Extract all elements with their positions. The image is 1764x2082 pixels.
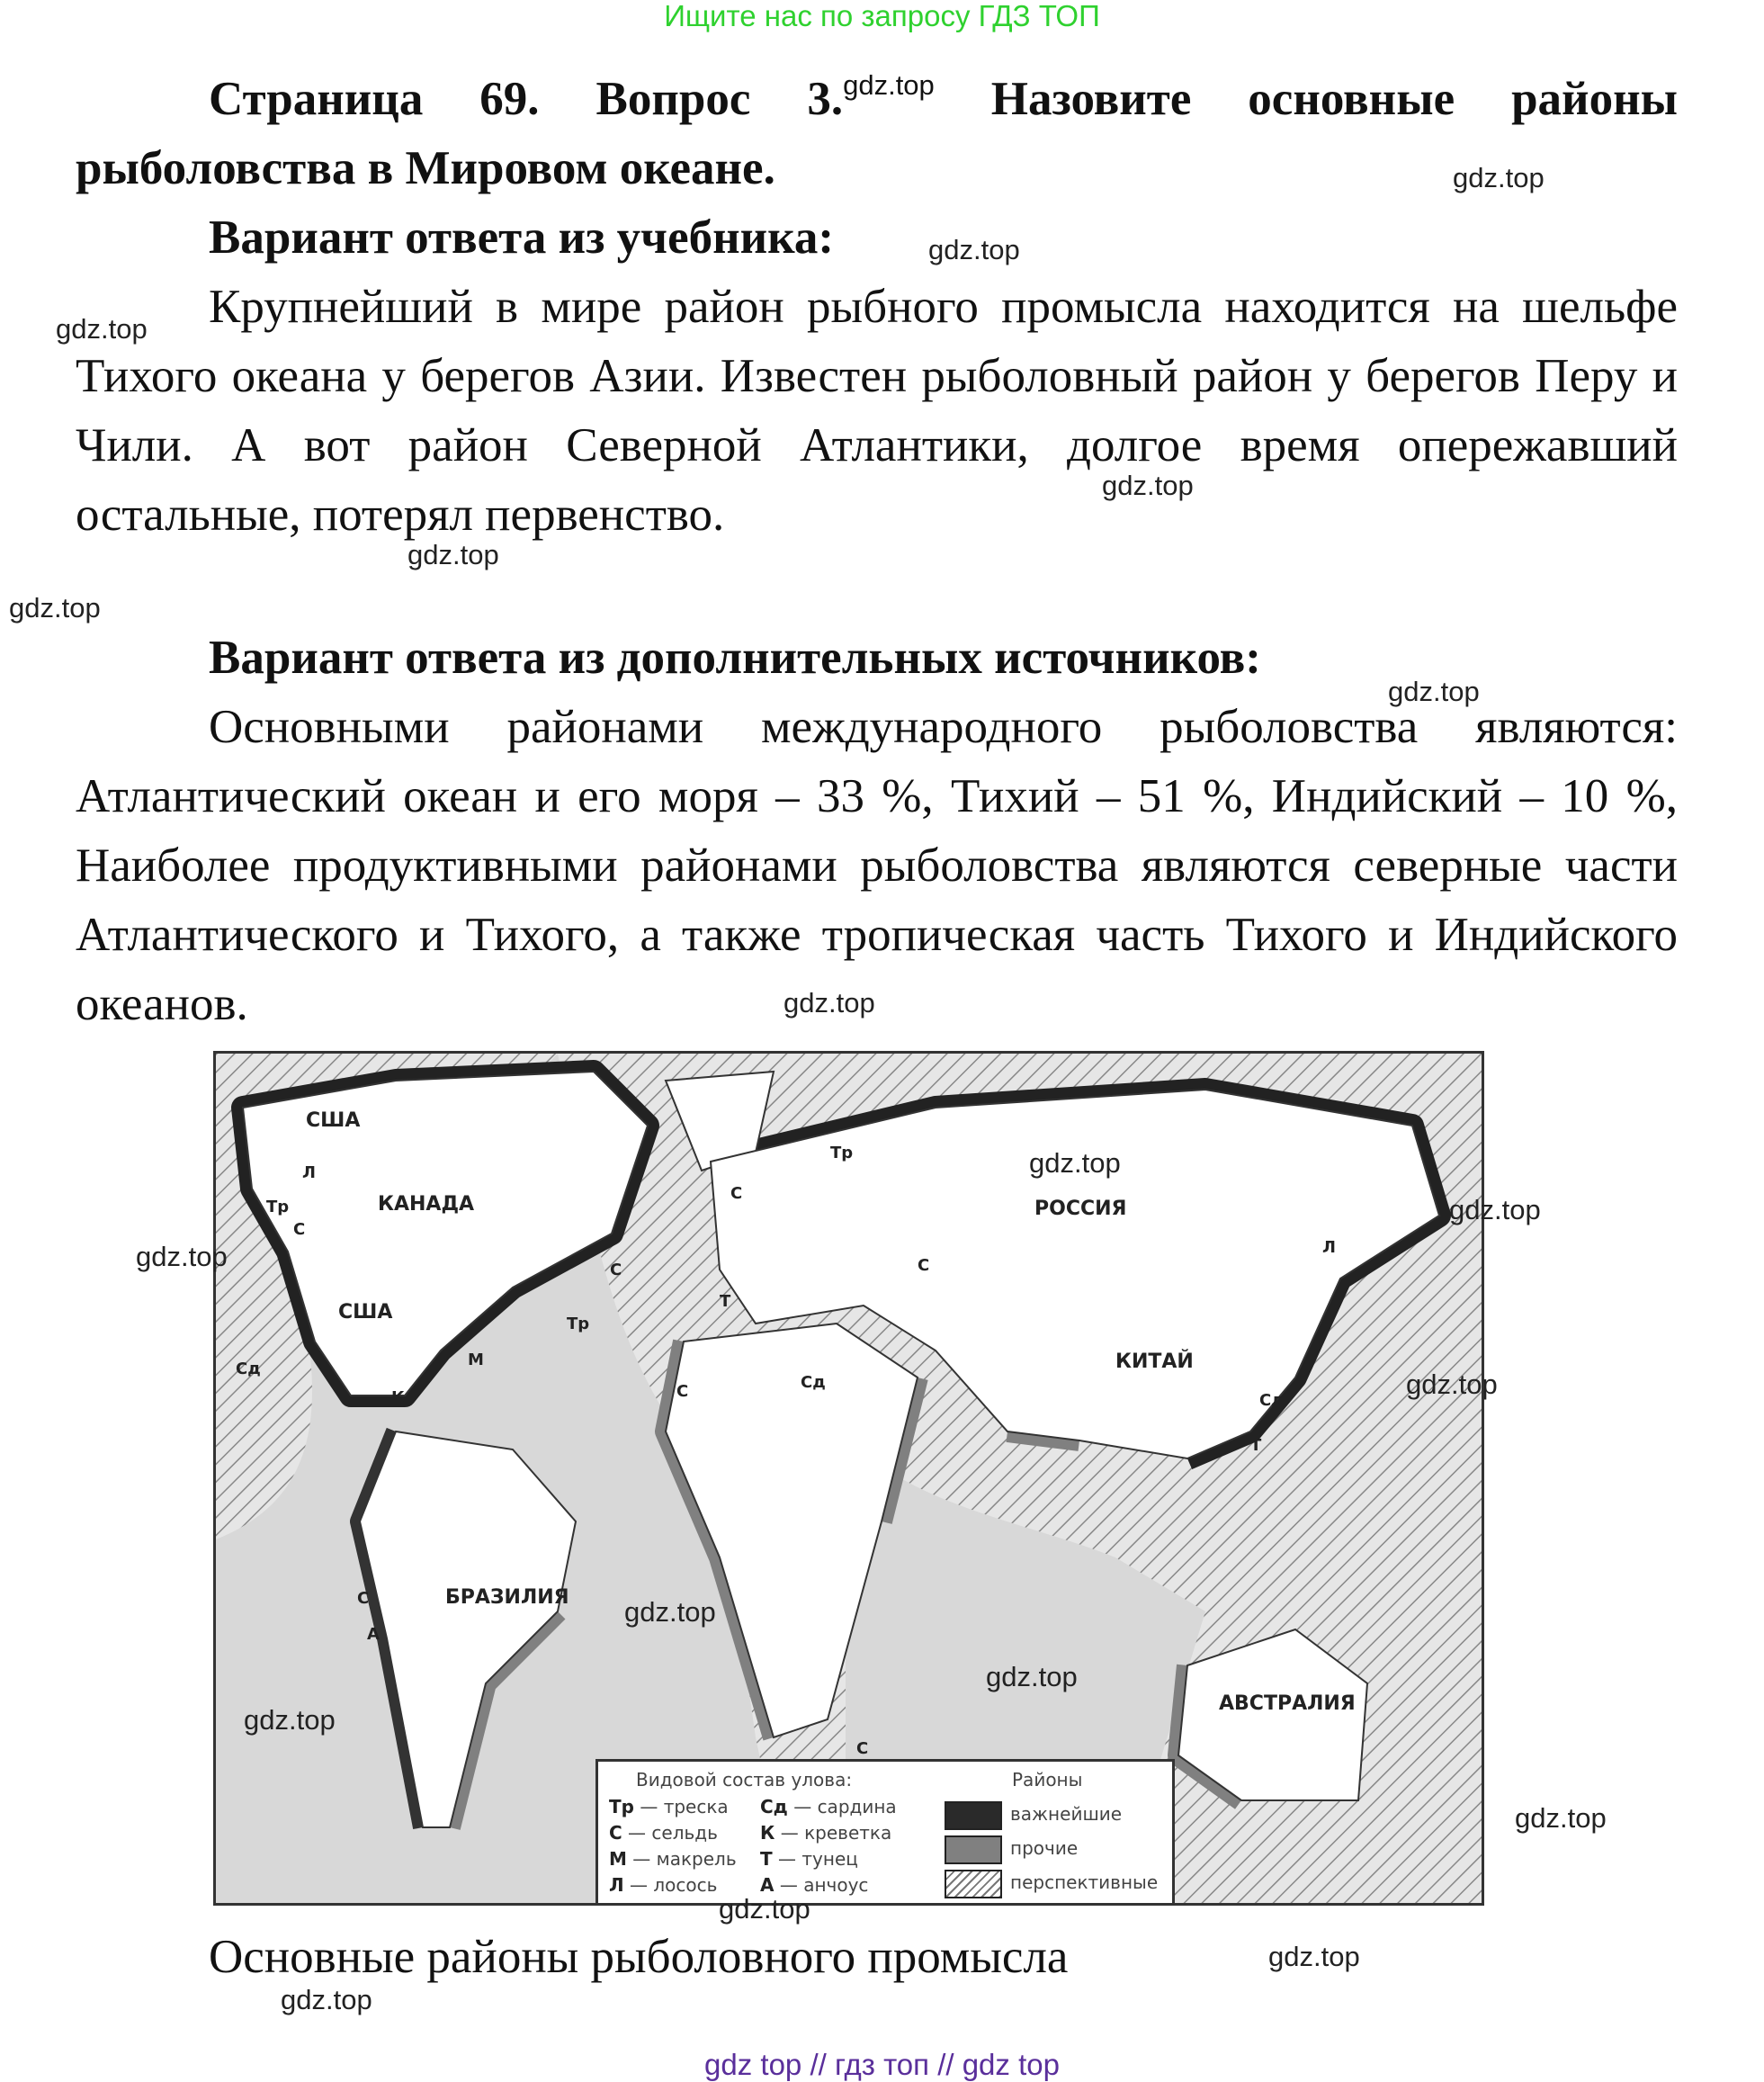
legend-regions-title: Районы (1012, 1769, 1083, 1790)
species-mark: С (357, 1589, 370, 1608)
species-mark: Т (1250, 1436, 1262, 1455)
legend-species-title: Видовой состав улова: (636, 1769, 853, 1790)
species-mark: Тр (266, 1198, 290, 1216)
legend-species: К — креветка (760, 1822, 892, 1844)
country-label: КИТАЙ (1115, 1351, 1194, 1373)
species-mark: Тр (567, 1315, 590, 1333)
fishing-map (213, 1051, 1484, 1906)
legend-swatch-other (945, 1835, 1002, 1864)
country-label: США (338, 1301, 393, 1324)
answer-textbook (76, 203, 1678, 550)
watermark: gdz.top (719, 1893, 810, 1925)
watermark: gdz.top (1029, 1147, 1121, 1179)
legend-swatch-main (945, 1801, 1002, 1830)
species-mark: С (676, 1382, 689, 1401)
species-mark: С (293, 1220, 306, 1239)
map-legend (595, 1759, 1175, 1906)
legend-region-label: перспективные (1010, 1871, 1159, 1893)
question (76, 65, 1678, 203)
watermark: gdz.top (1515, 1802, 1607, 1834)
watermark: gdz.top (9, 592, 101, 624)
watermark: gdz.top (56, 313, 148, 345)
watermark: gdz.top (784, 987, 875, 1019)
legend-species: С — сельдь (609, 1822, 718, 1844)
answer-textbook-heading: Вариант ответа из учебника: (209, 211, 835, 264)
legend-species: М — макрель (609, 1848, 737, 1870)
top-banner[interactable]: Ищите нас по запросу ГДЗ ТОП (664, 0, 1100, 32)
species-mark: Л (1322, 1238, 1336, 1257)
species-mark: С (610, 1261, 622, 1279)
country-label: РОССИЯ (1034, 1198, 1127, 1220)
watermark: gdz.top (1406, 1369, 1498, 1400)
country-label: КАНАДА (378, 1193, 475, 1216)
species-mark: Сд (236, 1360, 261, 1378)
legend-region-label: важнейшие (1010, 1803, 1123, 1825)
species-mark: А (367, 1625, 380, 1644)
watermark: gdz.top (624, 1596, 716, 1628)
species-mark: Тр (830, 1144, 854, 1162)
question-text: Назовите основные районы рыболовства в Мировом океане. (76, 73, 1678, 194)
country-label: АВСТРАЛИЯ (1219, 1692, 1356, 1715)
watermark: gdz.top (407, 539, 499, 570)
species-mark: С (730, 1184, 743, 1203)
watermark: gdz.top (843, 69, 935, 101)
species-mark: Сд (801, 1373, 826, 1392)
watermark: gdz.top (986, 1661, 1078, 1692)
legend-species: Т — тунец (760, 1848, 858, 1870)
species-mark: К (391, 1388, 405, 1407)
species-mark: Т (720, 1292, 731, 1311)
country-label: БРАЗИЛИЯ (445, 1586, 569, 1609)
watermark: gdz.top (281, 1984, 372, 2015)
species-mark: М (468, 1351, 484, 1369)
watermark: gdz.top (928, 234, 1020, 265)
watermark: gdz.top (1449, 1194, 1541, 1225)
species-mark: С (918, 1256, 930, 1275)
footer-links[interactable]: gdz top // гдз топ // gdz top (704, 2048, 1060, 2081)
watermark: gdz.top (1388, 676, 1480, 707)
legend-species: А — анчоус (760, 1874, 869, 1896)
species-mark: С (856, 1739, 869, 1758)
answer-extra-heading: Вариант ответа из дополнительных источников: (209, 632, 1261, 684)
legend-region-label: прочие (1010, 1837, 1079, 1859)
legend-species: Сд — сардина (760, 1796, 897, 1817)
watermark: gdz.top (136, 1241, 228, 1272)
answer-textbook-text: Крупнейший в мире район рыбного промысла находится на шельфе Тихого океана у берегов Азии. Известен рыболовный район у берегов Перу и Чили. А вот район Северной Атлантики, долгое время опережавший остальные, потерял первенство. (76, 281, 1678, 541)
legend-species: Л — лосось (609, 1874, 718, 1896)
watermark: gdz.top (1102, 470, 1194, 501)
answer-extra-text: Основными районами международного рыболовства являются: Атлантический океан и его моря – 33 %, Тихий – 51 %, Индийский – 10 %, Наиболее продуктивными районами рыболовства являются северные части Атлантического и Тихого, а также тропическая часть Тихого и Индийского океанов. (76, 701, 1678, 1030)
legend-species: Тр — треска (609, 1796, 729, 1817)
species-mark: Сд (1259, 1391, 1285, 1410)
watermark: gdz.top (1268, 1941, 1360, 1972)
species-mark: Л (302, 1163, 316, 1182)
legend-swatch-prospective (945, 1870, 1002, 1898)
watermark: gdz.top (244, 1704, 336, 1736)
question-prefix: Страница 69. Вопрос 3. (209, 73, 844, 125)
map-caption: Основные районы рыболовного промысла (209, 1931, 1069, 1983)
watermark: gdz.top (1453, 162, 1545, 193)
country-label: США (306, 1109, 361, 1132)
